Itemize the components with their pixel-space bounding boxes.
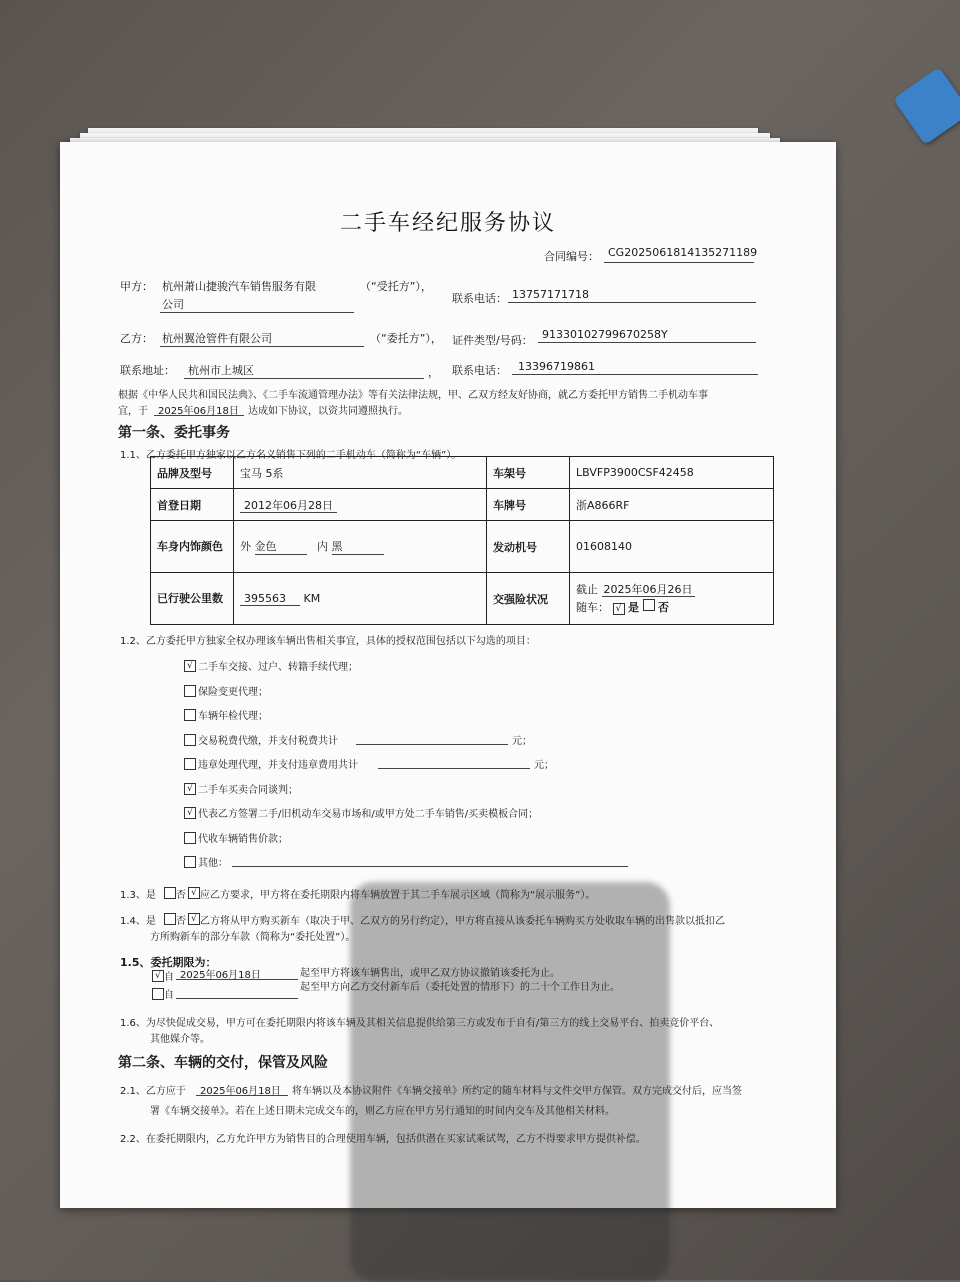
clause-1-4-text: 乙方将从甲方购买新车（取决于甲、乙双方的另行约定），甲方将直接从该委托车辆购买方处收取车辆的出售款以抵扣乙 bbox=[200, 916, 725, 927]
auth-item-label: 二手车买卖合同谈判； bbox=[198, 785, 298, 796]
auth-item-label: 车辆年检代理； bbox=[198, 711, 268, 722]
insurance-follow-label: 随车： bbox=[576, 600, 609, 614]
underline bbox=[538, 342, 756, 343]
engine-label: 发动机号 bbox=[487, 521, 570, 573]
auth-item-label: 二手车交接、过户、转籍手续代理； bbox=[198, 662, 358, 673]
party-a-phone: 13757171718 bbox=[512, 288, 589, 301]
underline bbox=[196, 1095, 288, 1096]
term-option-2-checkbox[interactable] bbox=[152, 988, 164, 1000]
insurance-no-checkbox[interactable] bbox=[643, 599, 655, 611]
section-2-title: 第二条、车辆的交付，保管及风险 bbox=[118, 1055, 328, 1071]
interior-color: 黑 bbox=[332, 538, 384, 555]
auth-item-checkbox[interactable] bbox=[184, 709, 196, 721]
insurance-yes-checkbox[interactable]: √ bbox=[613, 603, 625, 615]
auth-item-label: 违章处理代理，并支付违章费用共计 bbox=[198, 760, 358, 771]
blue-clip-icon bbox=[893, 67, 960, 145]
insurance-cell bbox=[570, 573, 774, 625]
party-a-role: （“受托方”）， bbox=[360, 280, 432, 293]
clause-1-3-no-checkbox[interactable]: √ bbox=[188, 887, 200, 899]
insurance-yes-label: 是 bbox=[628, 600, 639, 614]
table-row bbox=[151, 521, 774, 573]
party-b-role: （“委托方”）， bbox=[370, 332, 442, 345]
insurance-until-label: 截止 bbox=[576, 582, 598, 596]
auth-item-label: 保险变更代理； bbox=[198, 687, 268, 698]
term-start-date: 2025年06月18日 bbox=[180, 970, 261, 981]
clause-1-4-text-2: 方所购新车的部分车款（简称为“委托处置”）。 bbox=[150, 932, 356, 943]
auth-item-suffix: 元； bbox=[534, 760, 554, 771]
color-label: 车身内饰颜色 bbox=[151, 521, 234, 573]
vehicle-table bbox=[150, 456, 774, 625]
party-b-phone-label: 联系电话： bbox=[452, 364, 507, 377]
reg-date-value: 2012年06月28日 bbox=[240, 499, 337, 513]
term-from-label-2: 自 bbox=[164, 990, 174, 1001]
mileage-value: 395563 bbox=[240, 592, 300, 606]
auth-item-label: 其他： bbox=[198, 858, 228, 869]
intro-line-1: 根据《中华人民共和国民法典》、《二手车流通管理办法》等有关法律法规，甲、乙双方经友好协商，就乙方委托甲方销售二手机动车事 bbox=[118, 390, 708, 401]
table-row bbox=[151, 573, 774, 625]
underline bbox=[508, 302, 756, 303]
auth-item-label: 代表乙方签署二手/旧机动车交易市场和/或甲方处二手车销售/买卖模板合同； bbox=[198, 809, 539, 820]
engine-value: 01608140 bbox=[570, 521, 774, 573]
clause-1-6: 1.6、为尽快促成交易，甲方可在委托期限内将该车辆及其相关信息提供给第三方或发布于自有/第三方的线上交易平台、拍卖竞价平台、 bbox=[120, 1018, 720, 1029]
plate-value: 浙A866RF bbox=[570, 489, 774, 521]
party-a-phone-label: 联系电话： bbox=[452, 292, 507, 305]
vin-value: LBVFP3900CSF42458 bbox=[570, 457, 774, 489]
mileage-cell bbox=[234, 573, 487, 625]
term-option-1-checkbox[interactable]: √ bbox=[152, 970, 164, 982]
address-label: 联系地址： bbox=[120, 364, 175, 377]
clause-2-1-b: 将车辆以及本协议附件《车辆交接单》所约定的随车材料与文件交甲方保管。双方完成交付后，应当签 bbox=[292, 1086, 742, 1097]
contract-document bbox=[60, 142, 836, 1208]
insurance-until-date: 2025年06月26日 bbox=[603, 582, 693, 596]
auth-item-checkbox[interactable]: √ bbox=[184, 783, 196, 795]
party-b-id: 91330102799670258Y bbox=[542, 328, 668, 341]
other-underline bbox=[232, 866, 628, 867]
underline bbox=[154, 415, 244, 416]
reg-date-cell bbox=[234, 489, 487, 521]
clause-2-1-c: 署《车辆交接单》。若在上述日期未完成交车的，则乙方应在甲方另行通知的时间内交车及其他相关材料。 bbox=[150, 1106, 615, 1117]
brand-value: 宝马 5系 bbox=[234, 457, 487, 489]
underline bbox=[176, 979, 298, 980]
color-cell bbox=[234, 521, 487, 573]
plate-label: 车牌号 bbox=[487, 489, 570, 521]
term-option-1-text: 起至甲方将该车辆售出，或甲乙双方协议撤销该委托为止。 bbox=[300, 968, 560, 979]
auth-item-checkbox[interactable] bbox=[184, 734, 196, 746]
party-b-phone: 13396719861 bbox=[518, 360, 595, 373]
auth-item-checkbox[interactable] bbox=[184, 856, 196, 868]
contract-no: CG2025061814135271189 bbox=[608, 246, 758, 259]
exterior-label: 外 bbox=[240, 540, 251, 553]
section-1-title: 第一条、委托事务 bbox=[118, 425, 230, 441]
mileage-unit: KM bbox=[303, 591, 321, 605]
underline bbox=[356, 744, 508, 745]
clause-1-4-no: 否 bbox=[176, 916, 186, 927]
table-row bbox=[151, 457, 774, 489]
clause-1-4-yes: 1.4、是 bbox=[120, 916, 156, 927]
document-title: 二手车经纪服务协议 bbox=[339, 211, 556, 236]
intro-date: 2025年06月18日 bbox=[158, 406, 239, 417]
auth-item-checkbox[interactable]: √ bbox=[184, 807, 196, 819]
underline bbox=[160, 312, 354, 313]
party-b-name: 杭州翼沧管件有限公司 bbox=[162, 332, 272, 345]
term-option-2-text: 起至甲方向乙方交付新车后（委托处置的情形下）的二十个工作日为止。 bbox=[300, 982, 620, 993]
underline bbox=[160, 346, 364, 347]
auth-item-suffix: 元； bbox=[512, 736, 532, 747]
underline bbox=[378, 768, 530, 769]
clause-1-3-text: 应乙方要求，甲方将在委托期限内将车辆放置于其二手车展示区域（简称为“展示服务”）。 bbox=[200, 890, 596, 901]
party-b-label: 乙方： bbox=[120, 332, 153, 345]
party-a-name-line1: 杭州萧山捷骏汽车销售服务有限 bbox=[162, 280, 316, 293]
clause-1-5: 1.5、委托期限为： bbox=[120, 956, 217, 969]
clause-1-4-yes-checkbox[interactable] bbox=[164, 913, 176, 925]
auth-item-checkbox[interactable] bbox=[184, 758, 196, 770]
clause-1-1: 1.1、乙方委托甲方独家以乙方名义销售下列的二手机动车（简称为“车辆”）。 bbox=[120, 450, 462, 461]
party-a-name-line2: 公司 bbox=[162, 298, 184, 311]
auth-item-checkbox[interactable] bbox=[184, 685, 196, 697]
auth-item-label: 交易税费代缴，并支付税费共计 bbox=[198, 736, 338, 747]
exterior-color: 金色 bbox=[255, 538, 307, 555]
insurance-no-label: 否 bbox=[658, 600, 669, 614]
term-from-label: 自 bbox=[164, 972, 174, 983]
underline bbox=[604, 262, 754, 263]
intro-line-2b: 达成如下协议，以资共同遵照执行。 bbox=[248, 406, 408, 417]
address: 杭州市上城区 bbox=[188, 364, 254, 377]
underline bbox=[176, 998, 298, 999]
clause-1-3-no: 否 bbox=[176, 890, 186, 901]
insurance-label: 交强险状况 bbox=[487, 573, 570, 625]
clause-1-3-yes-checkbox[interactable] bbox=[164, 887, 176, 899]
intro-line-2a: 宜，于 bbox=[118, 406, 148, 417]
table-row bbox=[151, 489, 774, 521]
underline bbox=[184, 378, 424, 379]
auth-item-checkbox[interactable]: √ bbox=[184, 660, 196, 672]
clause-2-2: 2.2、在委托期限内，乙方允许甲方为销售目的合理使用车辆，包括供潜在买家试乘试驾，乙方不得要求甲方提供补偿。 bbox=[120, 1134, 646, 1145]
clause-1-2: 1.2、乙方委托甲方独家全权办理该车辆出售相关事宜，具体的授权范围包括以下勾选的项目： bbox=[120, 636, 536, 647]
party-a-label: 甲方： bbox=[120, 280, 153, 293]
auth-item-checkbox[interactable] bbox=[184, 832, 196, 844]
interior-label: 内 bbox=[317, 540, 328, 553]
brand-label: 品牌及型号 bbox=[151, 457, 234, 489]
clause-1-3-yes: 1.3、是 bbox=[120, 890, 156, 901]
delivery-date: 2025年06月18日 bbox=[200, 1086, 281, 1097]
reg-date-label: 首登日期 bbox=[151, 489, 234, 521]
clause-1-6-2: 其他媒介等。 bbox=[150, 1034, 210, 1045]
underline bbox=[512, 374, 758, 375]
mileage-label: 已行驶公里数 bbox=[151, 573, 234, 625]
vin-label: 车架号 bbox=[487, 457, 570, 489]
clause-2-1-a: 2.1、乙方应于 bbox=[120, 1086, 186, 1097]
auth-item-label: 代收车辆销售价款； bbox=[198, 834, 288, 845]
party-b-id-label: 证件类型/号码： bbox=[452, 334, 533, 347]
contract-no-label: 合同编号： bbox=[544, 250, 599, 263]
clause-1-4-no-checkbox[interactable]: √ bbox=[188, 913, 200, 925]
comma: ， bbox=[428, 366, 439, 379]
